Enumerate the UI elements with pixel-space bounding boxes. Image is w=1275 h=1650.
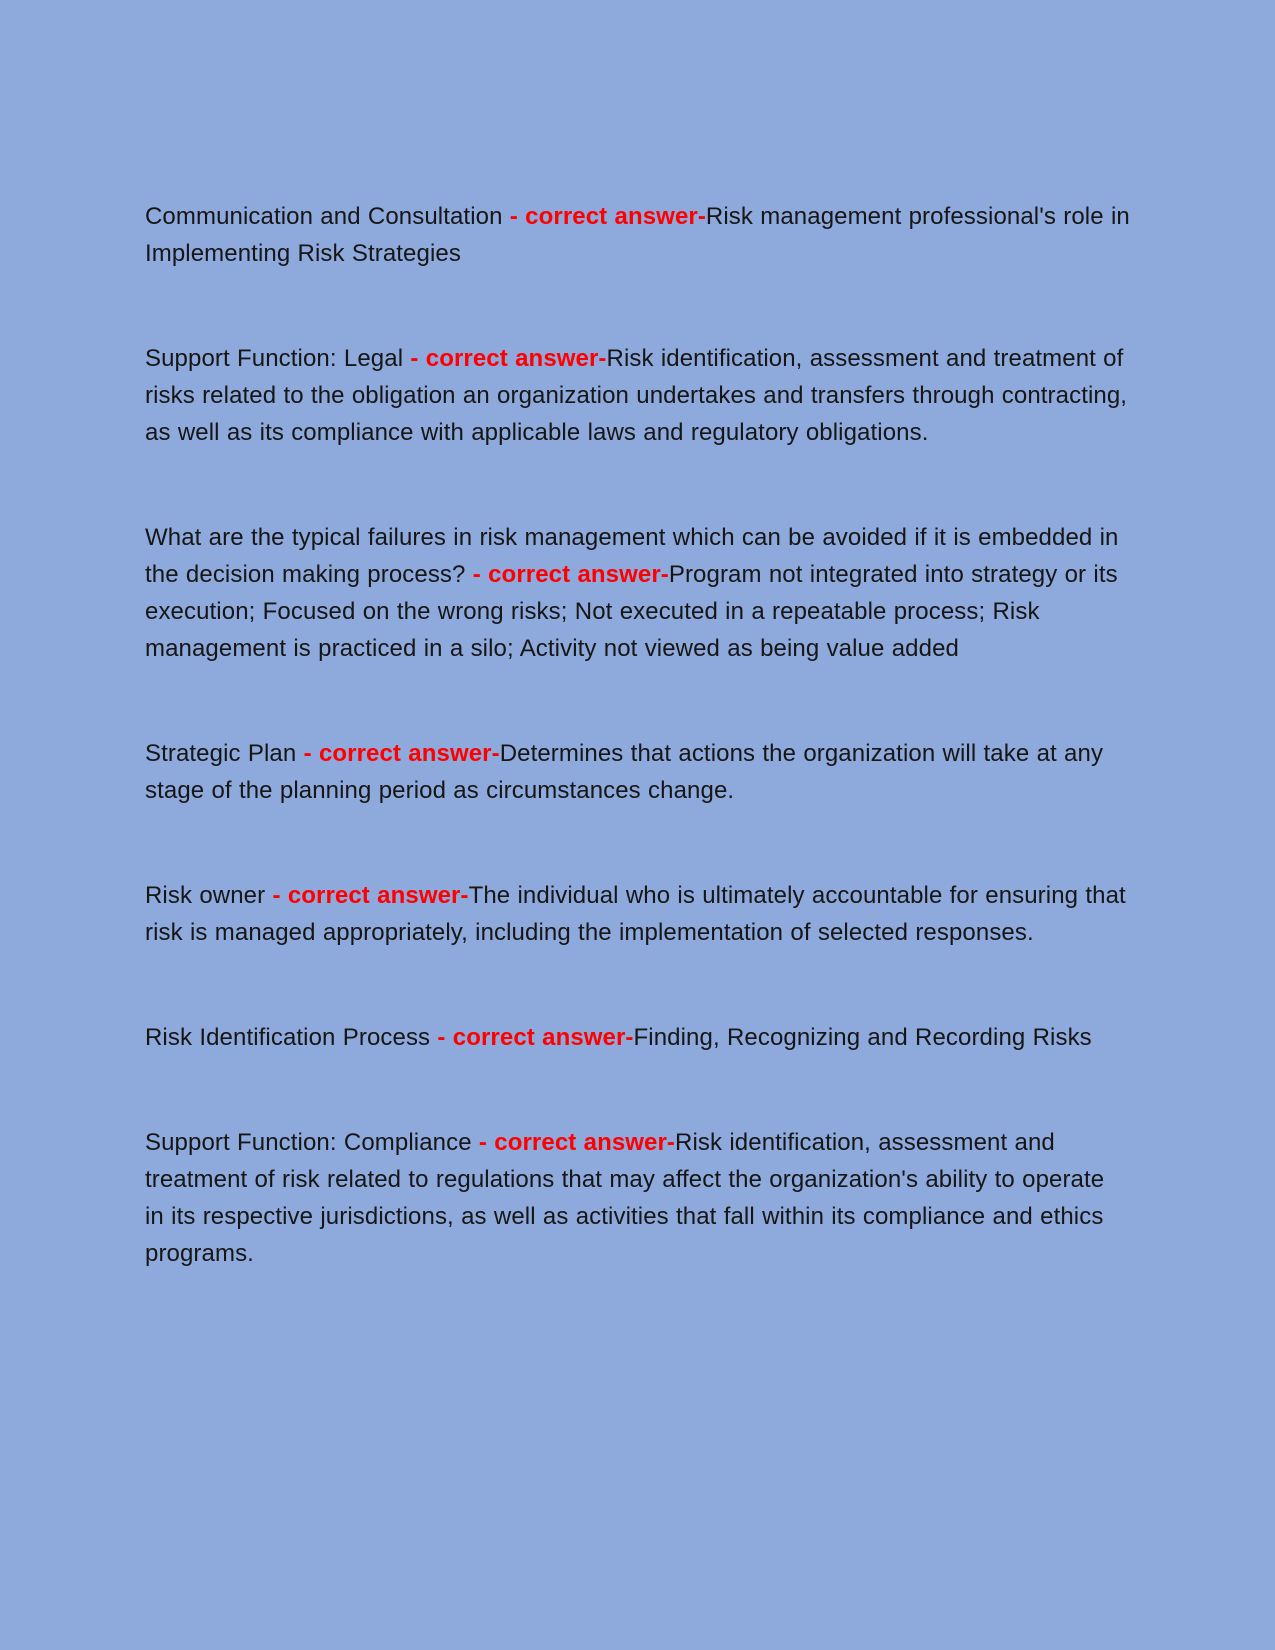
qa-entry [145, 735, 1130, 809]
answer-text: Risk management professional's role in Implementing Risk Strategies [145, 203, 1130, 267]
answer-text: Finding, Recognizing and Recording Risks [633, 1024, 1092, 1051]
answer-text: Risk identification, assessment and treatment of risk related to regulations that may affect the organization's ability to operate in its respective jurisdictions, as well as activities that fall within its compliance and ethics programs. [145, 1129, 1105, 1267]
qa-entry [145, 1124, 1130, 1272]
term-text: Support Function: Legal [145, 345, 411, 372]
correct-answer-marker: - correct answer- [509, 203, 706, 230]
correct-answer-marker: - correct answer- [472, 561, 669, 588]
term-text: Strategic Plan [145, 740, 304, 767]
term-text: Risk owner [145, 882, 273, 909]
qa-entry [145, 519, 1130, 667]
qa-entry [145, 877, 1130, 951]
qa-entry [145, 198, 1130, 272]
qa-entry [145, 1019, 1130, 1056]
term-text: What are the typical failures in risk management which can be avoided if it is embedded in the decision making process? [145, 524, 1119, 588]
correct-answer-marker: - correct answer- [410, 345, 607, 372]
qa-entry [145, 340, 1130, 451]
answer-text: Risk identification, assessment and treatment of risks related to the obligation an organization undertakes and transfers through contracting, as well as its compliance with applicable laws and regulatory obligations. [145, 345, 1128, 446]
correct-answer-marker: - correct answer- [272, 882, 469, 909]
term-text: Communication and Consultation [145, 203, 510, 230]
correct-answer-marker: - correct answer- [478, 1129, 676, 1156]
answer-text: The individual who is ultimately accountable for ensuring that risk is managed appropriately, including the implementation of selected responses. [145, 882, 1126, 946]
correct-answer-marker: - correct answer- [303, 740, 500, 767]
answer-text: Determines that actions the organization will take at any stage of the planning period as circumstances change. [145, 740, 1104, 804]
correct-answer-marker: - correct answer- [437, 1024, 634, 1051]
term-text: Risk Identification Process [145, 1024, 438, 1051]
answer-text: Program not integrated into strategy or its execution; Focused on the wrong risks; Not executed in a repeatable process; Risk management is practiced in a silo; Activity not viewed as being value added [145, 561, 1118, 662]
term-text: Support Function: Compliance [145, 1129, 479, 1156]
